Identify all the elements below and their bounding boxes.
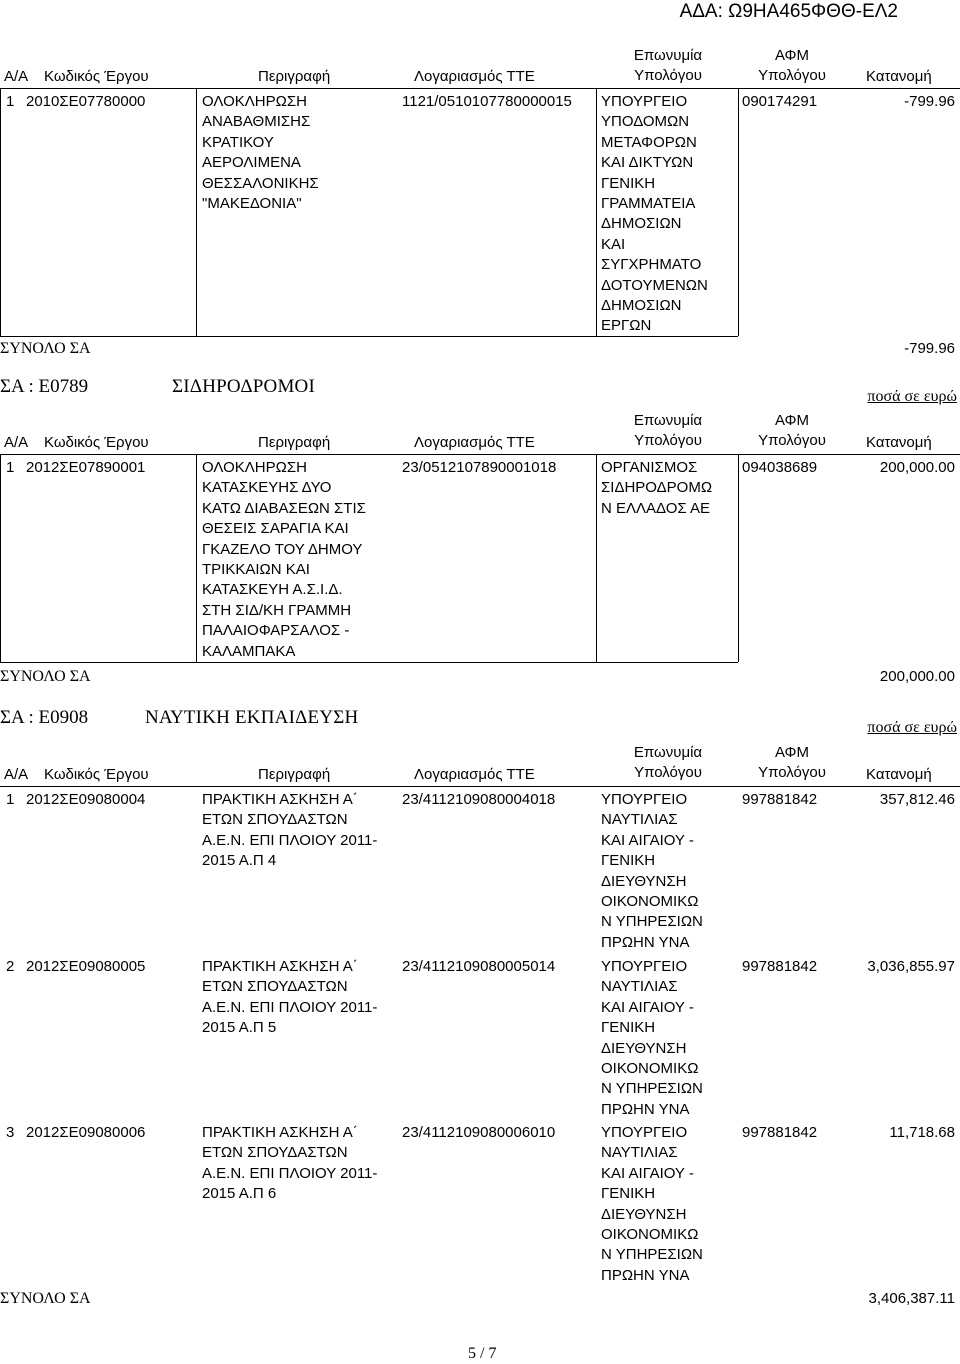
col-header-account: Λογαριασμός ΤΤΕ xyxy=(414,434,535,451)
row-afm: 090174291 xyxy=(742,93,818,110)
row-account: 1121/0510107780000015 xyxy=(402,93,572,110)
row-description: ΠΡΑΚΤΙΚΗ ΑΣΚΗΣΗ Α΄ ΕΤΩΝ ΣΠΟΥΔΑΣΤΩΝ Α.Ε.Ν. ΕΠΙ ΠΛΟΙΟΥ 2011- 2015 Α.Π 6 xyxy=(202,1124,378,1203)
col-header-name: Επωνυμία Υπολόγου xyxy=(633,412,703,449)
total-label: ΣΥΝΟΛΟ ΣΑ xyxy=(0,1290,91,1307)
row-afm: 997881842 xyxy=(742,1124,818,1141)
section-total: 200,000.00 xyxy=(879,668,955,685)
header-divider xyxy=(0,454,960,455)
amount-unit-note: ποσά σε ευρώ xyxy=(867,388,957,405)
grid-line xyxy=(738,454,739,662)
total-label: ΣΥΝΟΛΟ ΣΑ xyxy=(0,668,91,685)
section-title: ΝΑΥΤΙΚΗ ΕΚΠΑΙΔΕΥΣΗ xyxy=(145,707,359,728)
row-account: 23/0512107890001018 xyxy=(402,459,557,476)
header-divider xyxy=(0,88,960,89)
total-label: ΣΥΝΟΛΟ ΣΑ xyxy=(0,340,91,357)
row-afm: 094038689 xyxy=(742,459,818,476)
row-description: ΟΛΟΚΛΗΡΩΣΗ ΚΑΤΑΣΚΕΥΗΣ ΔΥΟ ΚΑΤΩ ΔΙΑΒΑΣΕΩΝ ΣΤΙΣ ΘΕΣΕΙΣ ΣΑΡΑΓΙΑ ΚΑΙ ΓΚΑΖΕΛΟ ΤΟΥ ΔΗΜΟΥ ΤΡΙΚΚΑΙΩΝ ΚΑΙ ΚΑΤΑΣΚΕΥΗ Α.Σ.Ι.Δ. ΣΤΗ ΣΙΔ/ΚΗ ΓΡΑΜΜΗ ΠΑΛΑΙΟΦΑΡΣΑΛΟΣ - ΚΑΛΑΜΠΑΚΑ xyxy=(202,459,366,660)
row-name: ΥΠΟΥΡΓΕΙΟ ΝΑΥΤΙΛΙΑΣ ΚΑΙ ΑΙΓΑΙΟΥ - ΓΕΝΙΚΗ ΔΙΕΥΘΥΝΣΗ ΟΙΚΟΝΟΜΙΚΩ Ν ΥΠΗΡΕΣΙΩΝ ΠΡΩΗΝ ΥΝΑ xyxy=(601,791,703,951)
page-current: 5 xyxy=(468,1345,476,1362)
grid-line xyxy=(0,88,1,336)
row-amount: 357,812.46 xyxy=(879,791,955,808)
page-number xyxy=(468,1344,496,1364)
row-code: 2010ΣΕ07780000 xyxy=(26,93,146,110)
row-aa: 2 xyxy=(6,958,15,975)
col-header-account: Λογαριασμός ΤΤΕ xyxy=(414,766,535,783)
section-title: ΣΙΔΗΡΟΔΡΟΜΟΙ xyxy=(172,376,315,397)
col-header-amount: Κατανομή xyxy=(866,766,932,783)
col-header-description: Περιγραφή xyxy=(258,766,331,783)
col-header-code: Κωδικός Έργου xyxy=(44,68,149,85)
row-amount: 3,036,855.97 xyxy=(867,958,955,975)
section-total: -799.96 xyxy=(904,340,955,357)
row-name: ΟΡΓΑΝΙΣΜΟΣ ΣΙΔΗΡΟΔΡΟΜΩ Ν ΕΛΛΑΔΟΣ ΑΕ xyxy=(601,459,713,517)
row-description: ΠΡΑΚΤΙΚΗ ΑΣΚΗΣΗ Α΄ ΕΤΩΝ ΣΠΟΥΔΑΣΤΩΝ Α.Ε.Ν. ΕΠΙ ΠΛΟΙΟΥ 2011- 2015 Α.Π 4 xyxy=(202,791,378,870)
col-header-aa: Α/Α xyxy=(4,766,29,783)
grid-line xyxy=(596,88,597,336)
row-code: 2012ΣΕ09080005 xyxy=(26,958,146,975)
header-divider xyxy=(0,786,960,787)
row-description: ΠΡΑΚΤΙΚΗ ΑΣΚΗΣΗ Α΄ ΕΤΩΝ ΣΠΟΥΔΑΣΤΩΝ Α.Ε.Ν. ΕΠΙ ΠΛΟΙΟΥ 2011- 2015 Α.Π 5 xyxy=(202,958,378,1037)
page-total: 7 xyxy=(488,1345,497,1362)
row-aa: 3 xyxy=(6,1124,15,1141)
row-afm: 997881842 xyxy=(742,958,818,975)
row-account: 23/4112109080005014 xyxy=(402,958,556,975)
col-header-name: Επωνυμία Υπολόγου xyxy=(633,744,703,781)
row-account: 23/4112109080006010 xyxy=(402,1124,556,1141)
row-aa: 1 xyxy=(6,93,15,110)
page-separator: / xyxy=(480,1345,485,1362)
row-amount: 200,000.00 xyxy=(879,459,955,476)
section-code: ΣΑ : Ε0789 xyxy=(0,376,89,397)
col-header-name: Επωνυμία Υπολόγου xyxy=(633,47,703,84)
row-amount: -799.96 xyxy=(904,93,955,110)
row-code: 2012ΣΕ09080004 xyxy=(26,791,146,808)
section-total: 3,406,387.11 xyxy=(868,1290,955,1307)
row-account: 23/4112109080004018 xyxy=(402,791,556,808)
row-name: ΥΠΟΥΡΓΕΙΟ ΥΠΟΔΟΜΩΝ ΜΕΤΑΦΟΡΩΝ ΚΑΙ ΔΙΚΤΥΩΝ ΓΕΝΙΚΗ ΓΡΑΜΜΑΤΕΙΑ ΔΗΜΟΣΙΩΝ ΚΑΙ ΣΥΓΧΡΗΜΑΤΟ ΔΟΤΟΥΜΕΝΩΝ ΔΗΜΟΣΙΩΝ ΕΡΓΩΝ xyxy=(601,93,708,335)
grid-line xyxy=(596,454,597,662)
section-code: ΣΑ : Ε0908 xyxy=(0,707,89,728)
col-header-aa: Α/Α xyxy=(4,434,29,451)
col-header-afm: ΑΦΜ Υπολόγου xyxy=(758,47,826,84)
col-header-afm: ΑΦΜ Υπολόγου xyxy=(758,744,826,781)
col-header-code: Κωδικός Έργου xyxy=(44,434,149,451)
row-aa: 1 xyxy=(6,791,15,808)
row-aa: 1 xyxy=(6,459,15,476)
row-name: ΥΠΟΥΡΓΕΙΟ ΝΑΥΤΙΛΙΑΣ ΚΑΙ ΑΙΓΑΙΟΥ - ΓΕΝΙΚΗ ΔΙΕΥΘΥΝΣΗ ΟΙΚΟΝΟΜΙΚΩ Ν ΥΠΗΡΕΣΙΩΝ ΠΡΩΗΝ ΥΝΑ xyxy=(601,958,703,1118)
col-header-account: Λογαριασμός ΤΤΕ xyxy=(414,68,535,85)
grid-line xyxy=(738,88,739,336)
row-code: 2012ΣΕ09080006 xyxy=(26,1124,146,1141)
col-header-code: Κωδικός Έργου xyxy=(44,766,149,783)
col-header-aa: Α/Α xyxy=(4,68,29,85)
amount-unit-note: ποσά σε ευρώ xyxy=(867,719,957,736)
col-header-amount: Κατανομή xyxy=(866,68,932,85)
col-header-amount: Κατανομή xyxy=(866,434,932,451)
col-header-afm: ΑΦΜ Υπολόγου xyxy=(758,412,826,449)
row-name: ΥΠΟΥΡΓΕΙΟ ΝΑΥΤΙΛΙΑΣ ΚΑΙ ΑΙΓΑΙΟΥ - ΓΕΝΙΚΗ ΔΙΕΥΘΥΝΣΗ ΟΙΚΟΝΟΜΙΚΩ Ν ΥΠΗΡΕΣΙΩΝ ΠΡΩΗΝ ΥΝΑ xyxy=(601,1124,703,1284)
row-code: 2012ΣΕ07890001 xyxy=(26,459,146,476)
row-afm: 997881842 xyxy=(742,791,818,808)
grid-line xyxy=(196,454,197,662)
col-header-description: Περιγραφή xyxy=(258,68,331,85)
row-amount: 11,718.68 xyxy=(889,1124,955,1141)
grid-line xyxy=(196,88,197,336)
document-id: ΑΔΑ: Ω9ΗΑ465ΦΘΘ-ΕΛ2 xyxy=(679,1,898,22)
col-header-description: Περιγραφή xyxy=(258,434,331,451)
row-bottom-line xyxy=(0,662,738,663)
row-description: ΟΛΟΚΛΗΡΩΣΗ ΑΝΑΒΑΘΜΙΣΗΣ ΚΡΑΤΙΚΟΥ ΑΕΡΟΛΙΜΕΝΑ ΘΕΣΣΑΛΟΝΙΚΗΣ "ΜΑΚΕΔΟΝΙΑ" xyxy=(202,93,319,213)
grid-line xyxy=(0,454,1,662)
